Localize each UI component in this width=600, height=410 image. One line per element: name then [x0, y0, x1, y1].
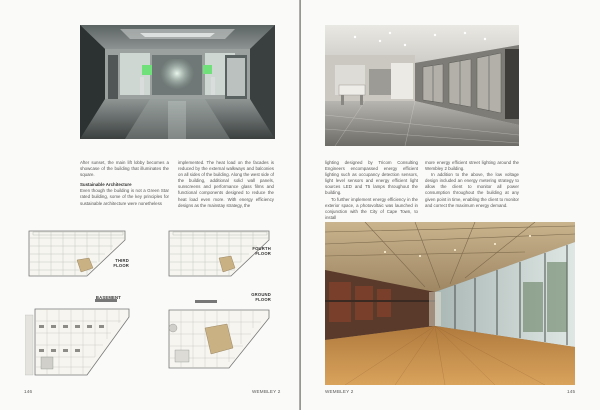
plan-label-line: THIRD: [115, 258, 129, 263]
fourth-floor-plan: [165, 228, 273, 280]
plan-label-line: FOURTH: [252, 246, 271, 251]
left-text-column-2: [178, 160, 274, 209]
body-paragraph: lighting designed by Tricom Consulting Engineers encompassed energy efficient lighting such as occupancy detection sensors, light level sensors and energy efficient light sources LED and T5 lamps throughout the building.: [325, 160, 418, 196]
left-page-number: 146: [24, 389, 33, 394]
atrium-hall-photo: [325, 222, 575, 385]
body-paragraph: To further implement energy efficiency in the exterior space, a photovoltaic was launched in conjunction with the City of Cape Town, to install: [325, 196, 418, 220]
fourth-floor-label: [249, 246, 271, 256]
third-floor-plan: [25, 228, 130, 280]
lift-lobby-night-photo: [80, 25, 275, 139]
right-text-column-2: [425, 160, 519, 209]
body-paragraph: Even though the building is not a Green Star rated building, some of the key principles for sustainable architecture were nonetheless: [80, 188, 169, 206]
body-paragraph: implemented. The heat load on the facades is reduced by the external walkways and balconies on all sides of the building. Along the west side of the building, additional solid wall panels, sunscreens and performance glass films and functional components designed to reduce the heat load even more. With energy efficiency designs as the mainstay strategy, the: [178, 160, 274, 208]
basement-plan: [25, 295, 133, 377]
right-text-column-1: [325, 160, 418, 221]
body-paragraph: In addition to the above, the low voltage design included an energy metering strategy to allow the client to monitor all power consumption throughout the building at any given point in time, enabling the client to monitor and correct the maximum energy demand.: [425, 172, 519, 208]
third-floor-label: [111, 258, 129, 268]
plan-label-line: FLOOR: [255, 251, 271, 256]
right-page: [301, 0, 600, 410]
plan-label-line: BASEMENT: [95, 295, 121, 300]
left-text-column-1: [80, 160, 169, 207]
lobby-photo-illustration: [325, 25, 519, 146]
atrium-photo-illustration: [325, 222, 575, 385]
ground-floor-label: [245, 292, 271, 302]
basement-label: [85, 295, 121, 300]
left-running-footer: WEMBLEY 2: [252, 389, 281, 394]
floor-plan-drawing: [25, 295, 133, 377]
plan-label-line: FLOOR: [255, 297, 271, 302]
floor-plan-drawing: [25, 228, 130, 280]
section-heading: Sustainable Architecture: [80, 182, 132, 188]
body-paragraph: After sunset, the main lift lobby becomes a showcase of the building that illuminates the square.: [80, 160, 169, 178]
ground-floor-plan: [165, 288, 275, 370]
marble-lift-lobby-photo: [325, 25, 519, 146]
plan-label-line: FLOOR: [113, 263, 129, 268]
right-running-footer: WEMBLEY 2: [325, 389, 354, 394]
right-page-number: 145: [567, 389, 576, 394]
lobby-photo-illustration: [80, 25, 275, 139]
body-paragraph: more energy efficient street lighting around the Wembley 2 building.: [425, 160, 519, 172]
plan-label-line: GROUND: [251, 292, 271, 297]
